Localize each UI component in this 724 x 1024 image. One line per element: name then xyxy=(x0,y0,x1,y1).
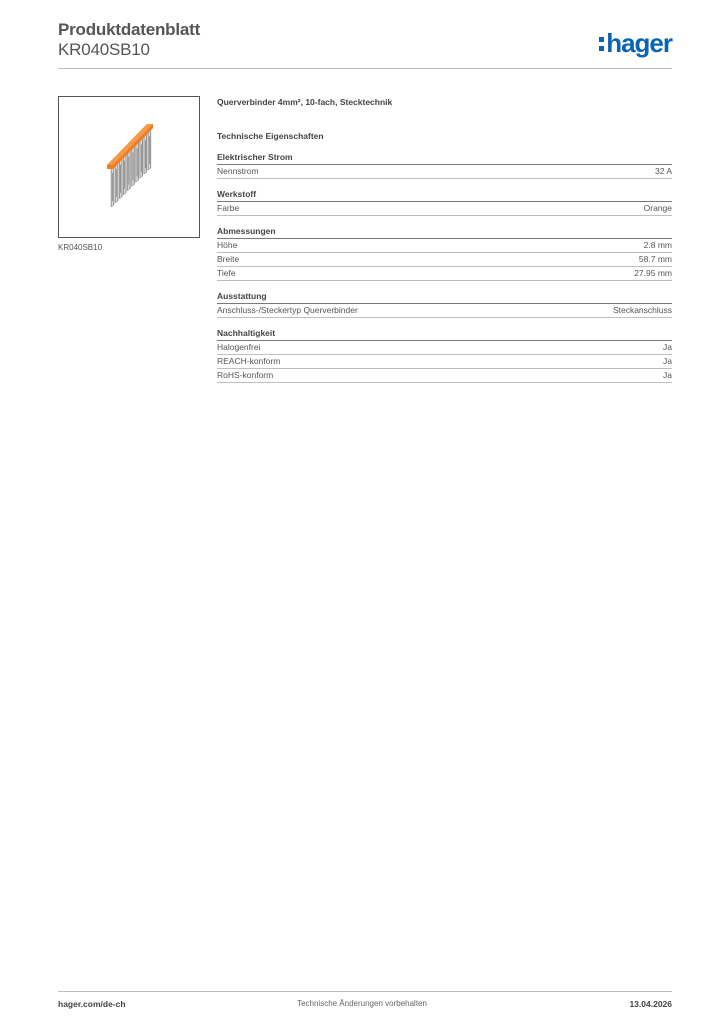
property-value: Ja xyxy=(663,342,672,352)
property-value: Ja xyxy=(663,356,672,366)
property-row xyxy=(217,304,672,318)
property-row xyxy=(217,253,672,267)
property-value: Ja xyxy=(663,370,672,380)
property-row xyxy=(217,341,672,355)
property-row xyxy=(217,165,672,179)
footer-disclaimer: Technische Änderungen vorbehalten xyxy=(297,999,427,1008)
cross-connector-icon xyxy=(59,97,199,237)
property-value: 58.7 mm xyxy=(638,254,672,264)
property-groups xyxy=(217,151,672,383)
property-group xyxy=(217,225,672,281)
property-label: Anschluss-/Steckertyp Querverbinder xyxy=(217,305,358,315)
logo-text: hager xyxy=(606,28,672,58)
footer-date: 13.04.2026 xyxy=(629,999,672,1009)
property-label: Nennstrom xyxy=(217,166,259,176)
header-divider xyxy=(58,68,672,69)
property-value: 2.8 mm xyxy=(643,240,672,250)
property-group xyxy=(217,290,672,318)
section-heading: Technische Eigenschaften xyxy=(217,131,324,141)
image-caption: KR040SB10 xyxy=(58,243,103,252)
spec-content xyxy=(217,95,672,383)
property-value: Orange xyxy=(643,203,672,213)
product-image xyxy=(58,96,200,238)
property-label: Höhe xyxy=(217,240,238,250)
property-label: Breite xyxy=(217,254,240,264)
property-label: Farbe xyxy=(217,203,240,213)
property-value: 27.95 mm xyxy=(634,268,672,278)
property-value: 32 A xyxy=(654,166,672,176)
group-title: Abmessungen xyxy=(217,225,672,239)
property-label: RoHS-konform xyxy=(217,370,274,380)
property-label: Halogenfrei xyxy=(217,342,261,352)
property-row xyxy=(217,369,672,383)
page-title: Produktdatenblatt xyxy=(58,20,201,39)
property-row xyxy=(217,239,672,253)
group-title: Nachhaltigkeit xyxy=(217,327,672,341)
property-row xyxy=(217,355,672,369)
property-value: Steckanschluss xyxy=(612,305,672,315)
group-title: Werkstoff xyxy=(217,188,672,202)
property-row xyxy=(217,202,672,216)
group-title: Ausstattung xyxy=(217,290,672,304)
product-description: Querverbinder 4mm², 10-fach, Stecktechnik xyxy=(217,97,393,107)
property-group xyxy=(217,188,672,216)
property-row xyxy=(217,267,672,281)
group-title: Elektrischer Strom xyxy=(217,151,672,165)
product-code: KR040SB10 xyxy=(58,40,150,59)
property-group xyxy=(217,151,672,179)
footer-divider xyxy=(58,991,672,992)
property-label: REACH-konform xyxy=(217,356,281,366)
property-group xyxy=(217,327,672,383)
hager-logo xyxy=(599,28,672,58)
property-label: Tiefe xyxy=(217,268,236,278)
footer-website: hager.com/de-ch xyxy=(58,999,126,1009)
logo-dots-icon xyxy=(599,37,604,51)
